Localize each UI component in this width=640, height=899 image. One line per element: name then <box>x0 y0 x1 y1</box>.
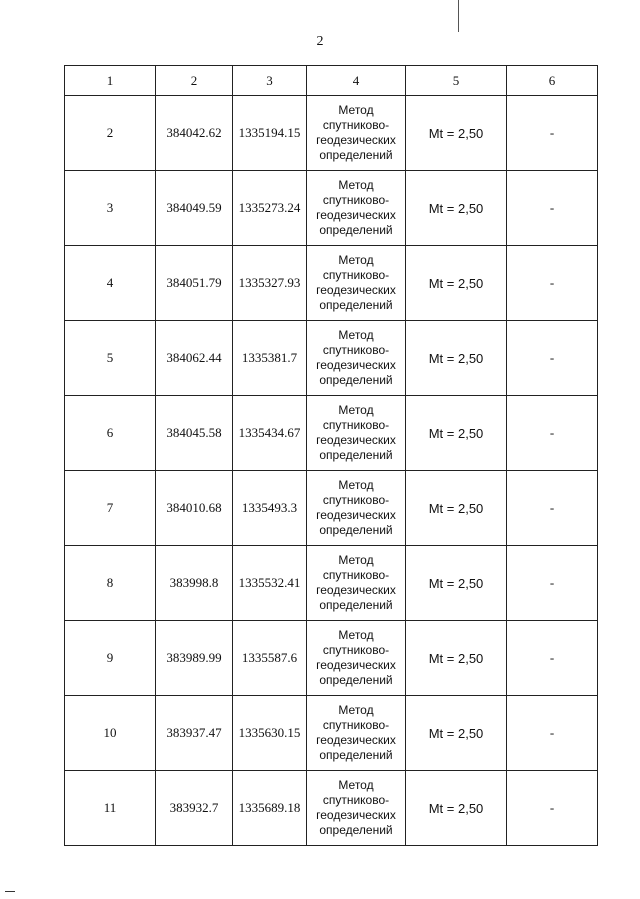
y-coordinate-cell: 1335434.67 <box>233 396 307 471</box>
precision-cell: Mt = 2,50 <box>406 96 507 171</box>
table-row <box>65 396 598 471</box>
header-col-1: 1 <box>65 66 156 96</box>
header-col-2: 2 <box>156 66 233 96</box>
point-number-cell: 9 <box>65 621 156 696</box>
x-coordinate-cell: 384062.44 <box>156 321 233 396</box>
method-cell: Метод спутниково-геодезических определений <box>307 471 406 546</box>
point-number-cell: 5 <box>65 321 156 396</box>
point-number-cell: 6 <box>65 396 156 471</box>
y-coordinate-cell: 1335630.15 <box>233 696 307 771</box>
header-col-5: 5 <box>406 66 507 96</box>
point-number-cell: 11 <box>65 771 156 846</box>
x-coordinate-cell: 383998.8 <box>156 546 233 621</box>
y-coordinate-cell: 1335689.18 <box>233 771 307 846</box>
top-rule <box>458 0 459 32</box>
method-cell: Метод спутниково-геодезических определений <box>307 546 406 621</box>
precision-cell: Mt = 2,50 <box>406 471 507 546</box>
y-coordinate-cell: 1335493.3 <box>233 471 307 546</box>
method-cell: Метод спутниково-геодезических определений <box>307 321 406 396</box>
table-row <box>65 696 598 771</box>
precision-cell: Mt = 2,50 <box>406 621 507 696</box>
header-col-4: 4 <box>307 66 406 96</box>
method-cell: Метод спутниково-геодезических определений <box>307 771 406 846</box>
point-number-cell: 10 <box>65 696 156 771</box>
method-cell: Метод спутниково-геодезических определений <box>307 696 406 771</box>
precision-cell: Mt = 2,50 <box>406 696 507 771</box>
table-body <box>65 96 598 846</box>
note-cell: - <box>507 771 598 846</box>
table-row <box>65 621 598 696</box>
precision-cell: Mt = 2,50 <box>406 246 507 321</box>
precision-cell: Mt = 2,50 <box>406 171 507 246</box>
method-cell: Метод спутниково-геодезических определений <box>307 171 406 246</box>
note-cell: - <box>507 96 598 171</box>
note-cell: - <box>507 246 598 321</box>
note-cell: - <box>507 621 598 696</box>
point-number-cell: 8 <box>65 546 156 621</box>
x-coordinate-cell: 384049.59 <box>156 171 233 246</box>
header-col-6: 6 <box>507 66 598 96</box>
point-number-cell: 3 <box>65 171 156 246</box>
method-cell: Метод спутниково-геодезических определений <box>307 621 406 696</box>
precision-cell: Mt = 2,50 <box>406 396 507 471</box>
note-cell: - <box>507 471 598 546</box>
method-cell: Метод спутниково-геодезических определений <box>307 96 406 171</box>
table-row <box>65 471 598 546</box>
note-cell: - <box>507 171 598 246</box>
y-coordinate-cell: 1335327.93 <box>233 246 307 321</box>
y-coordinate-cell: 1335532.41 <box>233 546 307 621</box>
note-cell: - <box>507 396 598 471</box>
table-row <box>65 246 598 321</box>
point-number-cell: 2 <box>65 96 156 171</box>
table-row <box>65 546 598 621</box>
x-coordinate-cell: 384042.62 <box>156 96 233 171</box>
precision-cell: Mt = 2,50 <box>406 546 507 621</box>
coordinates-table <box>64 65 598 846</box>
y-coordinate-cell: 1335587.6 <box>233 621 307 696</box>
header-col-3: 3 <box>233 66 307 96</box>
point-number-cell: 4 <box>65 246 156 321</box>
x-coordinate-cell: 383932.7 <box>156 771 233 846</box>
method-cell: Метод спутниково-геодезических определений <box>307 246 406 321</box>
x-coordinate-cell: 383989.99 <box>156 621 233 696</box>
point-number-cell: 7 <box>65 471 156 546</box>
page-number: 2 <box>316 34 324 49</box>
table-row <box>65 171 598 246</box>
x-coordinate-cell: 383937.47 <box>156 696 233 771</box>
note-cell: - <box>507 321 598 396</box>
x-coordinate-cell: 384010.68 <box>156 471 233 546</box>
note-cell: - <box>507 546 598 621</box>
table-row <box>65 96 598 171</box>
x-coordinate-cell: 384051.79 <box>156 246 233 321</box>
table-row <box>65 321 598 396</box>
precision-cell: Mt = 2,50 <box>406 771 507 846</box>
y-coordinate-cell: 1335194.15 <box>233 96 307 171</box>
method-cell: Метод спутниково-геодезических определений <box>307 396 406 471</box>
table-row <box>65 771 598 846</box>
bottom-margin-mark <box>5 891 15 892</box>
x-coordinate-cell: 384045.58 <box>156 396 233 471</box>
y-coordinate-cell: 1335381.7 <box>233 321 307 396</box>
table-header-row <box>65 66 598 96</box>
precision-cell: Mt = 2,50 <box>406 321 507 396</box>
note-cell: - <box>507 696 598 771</box>
y-coordinate-cell: 1335273.24 <box>233 171 307 246</box>
